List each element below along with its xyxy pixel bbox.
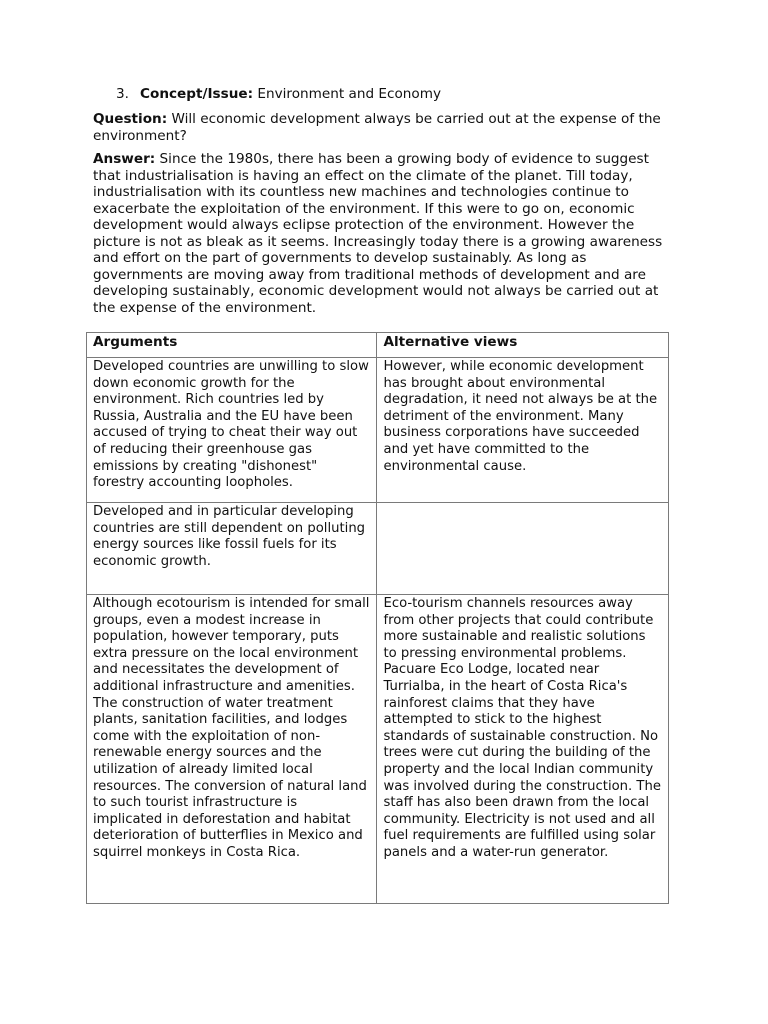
- answer-paragraph: [93, 151, 671, 316]
- document-body: [93, 86, 671, 323]
- answer-label: Answer:: [93, 151, 156, 167]
- alternative-cell: Eco-tourism channels resources away from other projects that could contribute more sustainable and realistic solutions to pressing environmental problems. Pacuare Eco Lodge, located near Turrialba, in the heart of Costa Rica's rainforest claims that they have attempted to stick to the highest standards of sustainable construction. No trees were cut during the building of the property and the local Indian community was involved during the construction. The staff has also been drawn from the local community. Electricity is not used and all fuel requirements are fulfilled using solar panels and a water-run generator.: [377, 595, 669, 904]
- table-header-row: [87, 333, 669, 358]
- header-arguments: Arguments: [87, 333, 377, 358]
- concept-heading: [116, 86, 671, 103]
- argument-cell: Developed countries are unwilling to slow down economic growth for the environment. Rich countries led by Russia, Australia and the EU have been accused of trying to cheat their way out of reducing their greenhouse gas emissions by creating "dishonest" forestry accounting loopholes.: [87, 358, 377, 503]
- alternative-cell: [377, 503, 669, 595]
- question-text: Will economic development always be carried out at the expense of the environment?: [93, 111, 661, 144]
- question-label: Question:: [93, 111, 168, 127]
- table-row: [87, 595, 669, 904]
- alternative-cell: However, while economic development has brought about environmental degradation, it need not always be at the detriment of the environment. Many business corporations have succeeded and yet have committed to the environmental cause.: [377, 358, 669, 503]
- table-row: [87, 503, 669, 595]
- arguments-table: [86, 332, 669, 904]
- concept-label: Concept/Issue:: [140, 86, 254, 102]
- argument-cell: Although ecotourism is intended for small groups, even a modest increase in population, however temporary, puts extra pressure on the local environment and necessitates the development of additional infrastructure and amenities. The construction of water treatment plants, sanitation facilities, and lodges come with the exploitation of non-renewable energy sources and the utilization of already limited local resources. The conversion of natural land to such tourist infrastructure is implicated in deforestation and habitat deterioration of butterflies in Mexico and squirrel monkeys in Costa Rica.: [87, 595, 377, 904]
- argument-cell: Developed and in particular developing countries are still dependent on polluting energy sources like fossil fuels for its economic growth.: [87, 503, 377, 595]
- concept-number: 3.: [116, 86, 129, 102]
- table-row: [87, 358, 669, 503]
- header-alternative-views: Alternative views: [377, 333, 669, 358]
- question-paragraph: [93, 111, 671, 144]
- concept-value: Environment and Economy: [257, 86, 441, 102]
- answer-text: Since the 1980s, there has been a growing body of evidence to suggest that industrialisation is having an effect on the climate of the planet. Till today, industrialisation with its countless new machines and technologies continue to exacerbate the exploitation of the environment. If this were to go on, economic development would always eclipse protection of the environment. However the picture is not as bleak as it seems. Increasingly today there is a growing awareness and effort on the part of governments to develop sustainably. As long as governments are moving away from traditional methods of development and are developing sustainably, economic development would not always be carried out at the expense of the environment.: [93, 151, 663, 316]
